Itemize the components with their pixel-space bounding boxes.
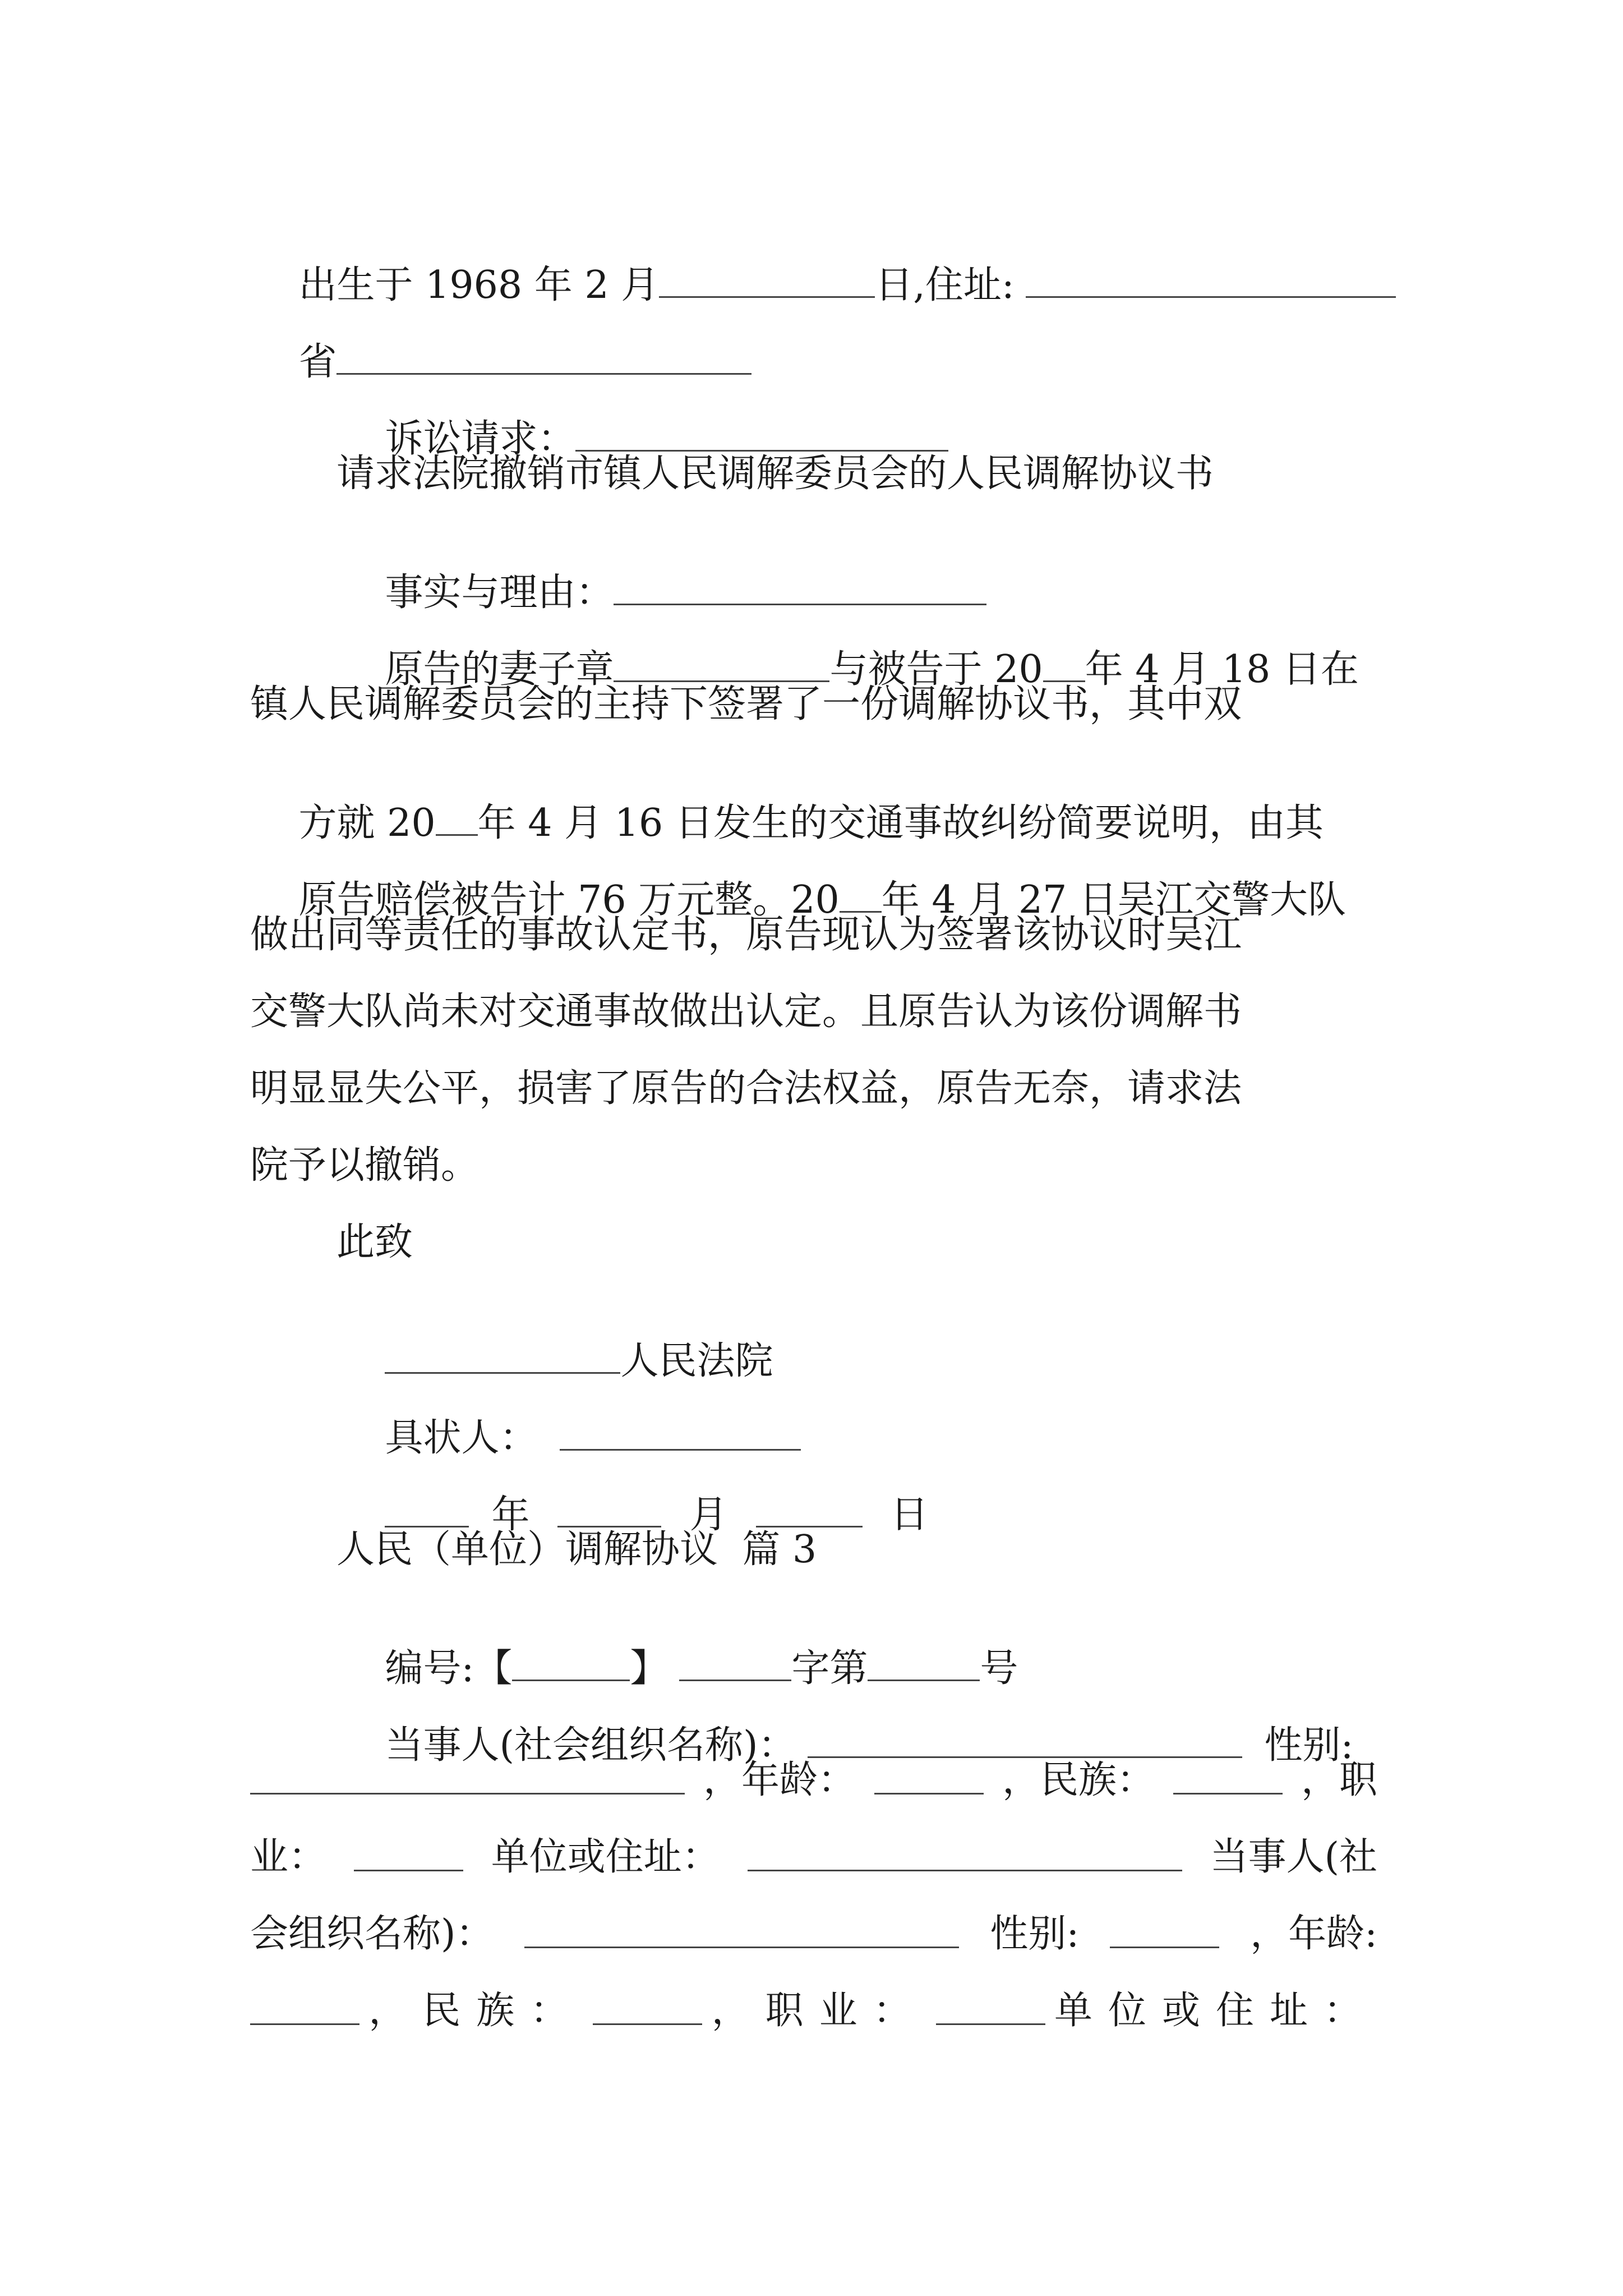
text-p1a: 原告的妻子章 <box>385 647 614 692</box>
text-num-d: 号 <box>980 1646 1018 1691</box>
blank-claims[interactable] <box>575 417 948 452</box>
blank-job2[interactable] <box>936 1991 1045 2025</box>
text-day: 日 <box>890 1493 929 1537</box>
blank-job[interactable] <box>354 1837 463 1871</box>
line-request: 请求法院撤销市镇人民调解委员会的人民调解协议书 <box>336 452 1214 496</box>
blank-year-3[interactable] <box>840 878 882 913</box>
line-party1-unit <box>250 1837 1377 1878</box>
para-line-2: 镇人民调解委员会的主持下签署了一份调解协议书，其中双 <box>250 682 1242 726</box>
blank-party2-name[interactable] <box>524 1914 959 1948</box>
blank-gender[interactable] <box>250 1760 685 1795</box>
para-line-7: 明显显失公平，损害了原告的合法权益，原告无奈，请求法 <box>250 1066 1242 1111</box>
blank-date-month[interactable] <box>557 1493 661 1527</box>
blank-wife-name[interactable] <box>614 648 829 682</box>
text-num-b: 】 <box>630 1646 668 1691</box>
blank-year-2[interactable] <box>436 802 478 836</box>
text-province: 省 <box>298 340 337 384</box>
blank-year-1[interactable] <box>1043 648 1085 682</box>
blank-age[interactable] <box>874 1760 984 1795</box>
text-ethnic: ，民族： <box>1002 1758 1155 1802</box>
blank-date-day[interactable] <box>756 1493 863 1527</box>
para-line-8: 院予以撤销。 <box>250 1143 479 1188</box>
blank-birth-day[interactable] <box>659 264 875 298</box>
blank-signer[interactable] <box>560 1416 801 1451</box>
text-claims: 诉讼请求： <box>385 417 576 461</box>
blank-gender2[interactable] <box>1110 1914 1219 1948</box>
text-num-c: 字第 <box>791 1646 868 1691</box>
text-last-job: ，职业： <box>711 1989 927 2033</box>
text-job-head: 业： <box>250 1835 327 1879</box>
text-party1: 当事人(社会组织名称)： <box>385 1723 796 1768</box>
text-job-tail: ，职 <box>1301 1758 1377 1802</box>
text-num-a: 编号:【 <box>385 1646 513 1691</box>
blank-date-year[interactable] <box>385 1493 469 1527</box>
line-party1-details <box>250 1760 1377 1801</box>
text-p3a: 方就 20 <box>298 801 436 845</box>
text-unit: 单位或住址： <box>491 1835 720 1879</box>
text-p3b: 年 4 月 16 日发生的交通事故纠纷简要说明，由其 <box>477 801 1324 845</box>
blank-num-1[interactable] <box>512 1647 630 1681</box>
blank-age2[interactable] <box>250 1991 359 2025</box>
text-year: 年 <box>491 1493 530 1537</box>
blank-court[interactable] <box>385 1340 620 1374</box>
blank-ethnic[interactable] <box>1173 1760 1283 1795</box>
text-party2-tail: 会组织名称)： <box>250 1912 494 1956</box>
line-to: 此致 <box>336 1220 413 1264</box>
text-last-ethnic: ，民族： <box>368 1989 584 2033</box>
blank-party1-name[interactable] <box>808 1724 1242 1758</box>
text-day-address: 日,住址: <box>875 263 1015 307</box>
text-last-unit: 单位或住址： <box>1054 1989 1377 2033</box>
text-p1c: 年 4 月 18 日在 <box>1085 647 1359 692</box>
blank-facts[interactable] <box>614 571 986 605</box>
text-facts: 事实与理由： <box>385 570 614 615</box>
text-gender2: 性别: <box>990 1912 1080 1956</box>
text-month: 月 <box>689 1493 728 1537</box>
text-gender: 性别: <box>1264 1723 1354 1768</box>
text-age2: ，年龄: <box>1250 1912 1377 1956</box>
blank-province[interactable] <box>336 341 751 375</box>
text-p4a: 原告赔偿被告计 76 万元整。20 <box>298 878 840 922</box>
blank-unit[interactable] <box>748 1837 1182 1871</box>
text-party2-head: 当事人(社 <box>1210 1835 1377 1879</box>
para-line-5: 做出同等责任的事故认定书，原告现认为签署该协议时吴江 <box>250 913 1242 957</box>
line-party2 <box>250 1914 1377 1954</box>
text-signer: 具状人： <box>385 1416 538 1460</box>
text-p1b: 与被告于 20 <box>829 647 1043 692</box>
text-age: ，年龄： <box>703 1758 856 1802</box>
blank-num-2[interactable] <box>679 1647 791 1681</box>
text-p4b: 年 4 月 27 日吴江交警大队 <box>881 878 1347 922</box>
blank-address[interactable] <box>1026 264 1396 298</box>
line-party2-details <box>250 1991 1377 2031</box>
para-line-6: 交警大队尚未对交通事故做出认定。且原告认为该份调解书 <box>250 990 1242 1034</box>
blank-num-3[interactable] <box>868 1647 980 1681</box>
section-title: 人民（单位）调解协议 篇 3 <box>336 1527 817 1572</box>
blank-ethnic2[interactable] <box>593 1991 702 2025</box>
text-court: 人民法院 <box>620 1339 773 1383</box>
text-birth: 出生于 1968 年 2 月 <box>298 263 660 307</box>
